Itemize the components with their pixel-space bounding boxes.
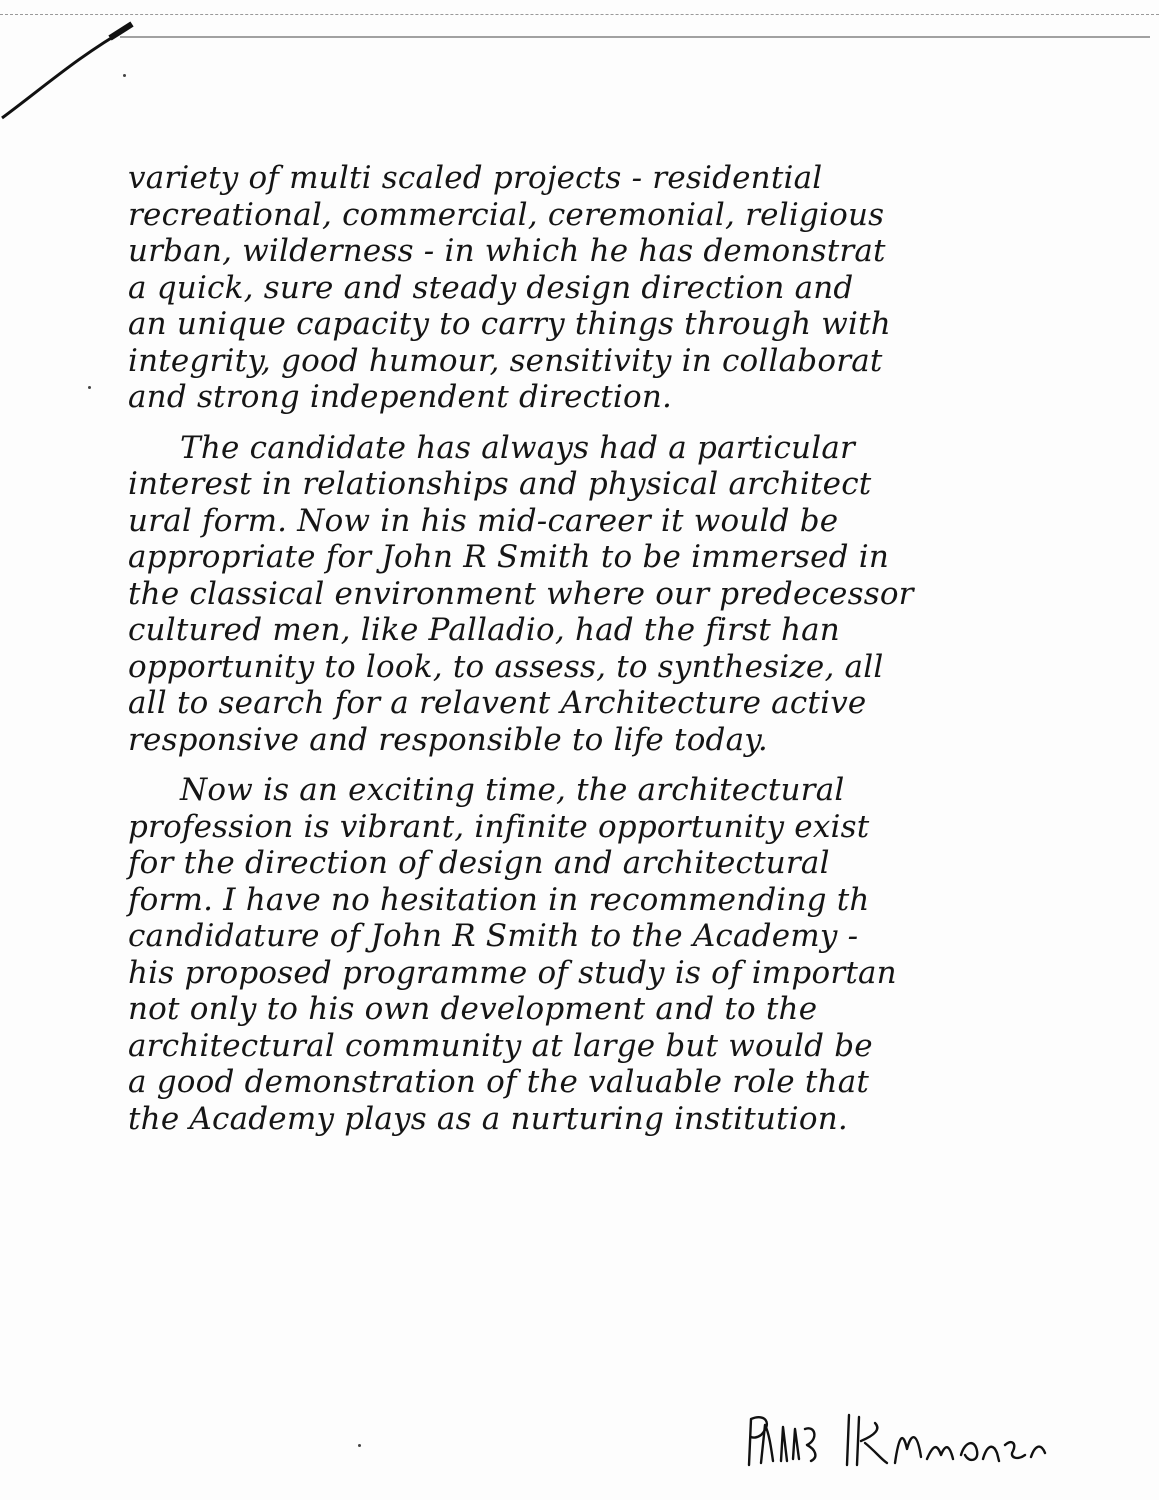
text-line: his proposed programme of study is of importan — [128, 954, 897, 991]
text-line: a good demonstration of the valuable role that — [128, 1064, 870, 1100]
scan-speck — [358, 1444, 361, 1447]
text-line: variety of multi scaled projects - residential — [128, 160, 823, 196]
paragraph-3 — [128, 772, 1088, 1137]
scan-speck — [88, 386, 91, 389]
text-line: appropriate for John R Smith to be immersed in — [128, 539, 889, 575]
text-line: for the direction of design and architectural — [128, 845, 830, 881]
text-line: and strong independent direction. — [128, 379, 673, 415]
text-line: cultured men, like Palladio, had the first han — [128, 612, 840, 648]
text-line: opportunity to look, to assess, to synthesize, all — [128, 648, 884, 685]
text-line: recreational, commercial, ceremonial, religious — [128, 196, 885, 233]
scan-top-edge — [0, 14, 1159, 15]
text-line: a quick, sure and steady design direction and — [128, 269, 854, 306]
scan-corner-mark — [0, 0, 140, 130]
paragraph-1 — [128, 160, 1088, 416]
text-line: profession is vibrant, infinite opportunity exist — [128, 808, 870, 845]
text-line: candidature of John R Smith to the Academy - — [128, 918, 859, 954]
scan-header-line — [120, 36, 1150, 38]
handwritten-signature — [735, 1405, 1055, 1475]
text-line: architectural community at large but would be — [128, 1027, 873, 1064]
text-line: integrity, good humour, sensitivity in collaborat — [128, 342, 883, 379]
text-line: Now is an exciting time, the architectural — [180, 772, 845, 808]
letter-body — [128, 160, 1088, 1137]
text-line: form. I have no hesitation in recommending th — [128, 881, 870, 918]
text-line: all to search for a relavent Architecture active — [128, 685, 867, 721]
text-line: The candidate has always had a particular — [180, 429, 856, 466]
text-line: not only to his own development and to the — [128, 991, 818, 1027]
scan-speck — [123, 74, 126, 77]
text-line: the Academy plays as a nurturing institution. — [128, 1100, 848, 1137]
paragraph-2 — [128, 430, 1088, 759]
text-line: urban, wilderness - in which he has demonstrat — [128, 233, 886, 269]
text-line: ural form. Now in his mid-career it would be — [128, 502, 839, 539]
text-line: interest in relationships and physical architect — [128, 466, 872, 502]
text-line: the classical environment where our predecessor — [128, 575, 914, 612]
text-line: an unique capacity to carry things through with — [128, 306, 891, 342]
text-line: responsive and responsible to life today. — [128, 721, 768, 758]
